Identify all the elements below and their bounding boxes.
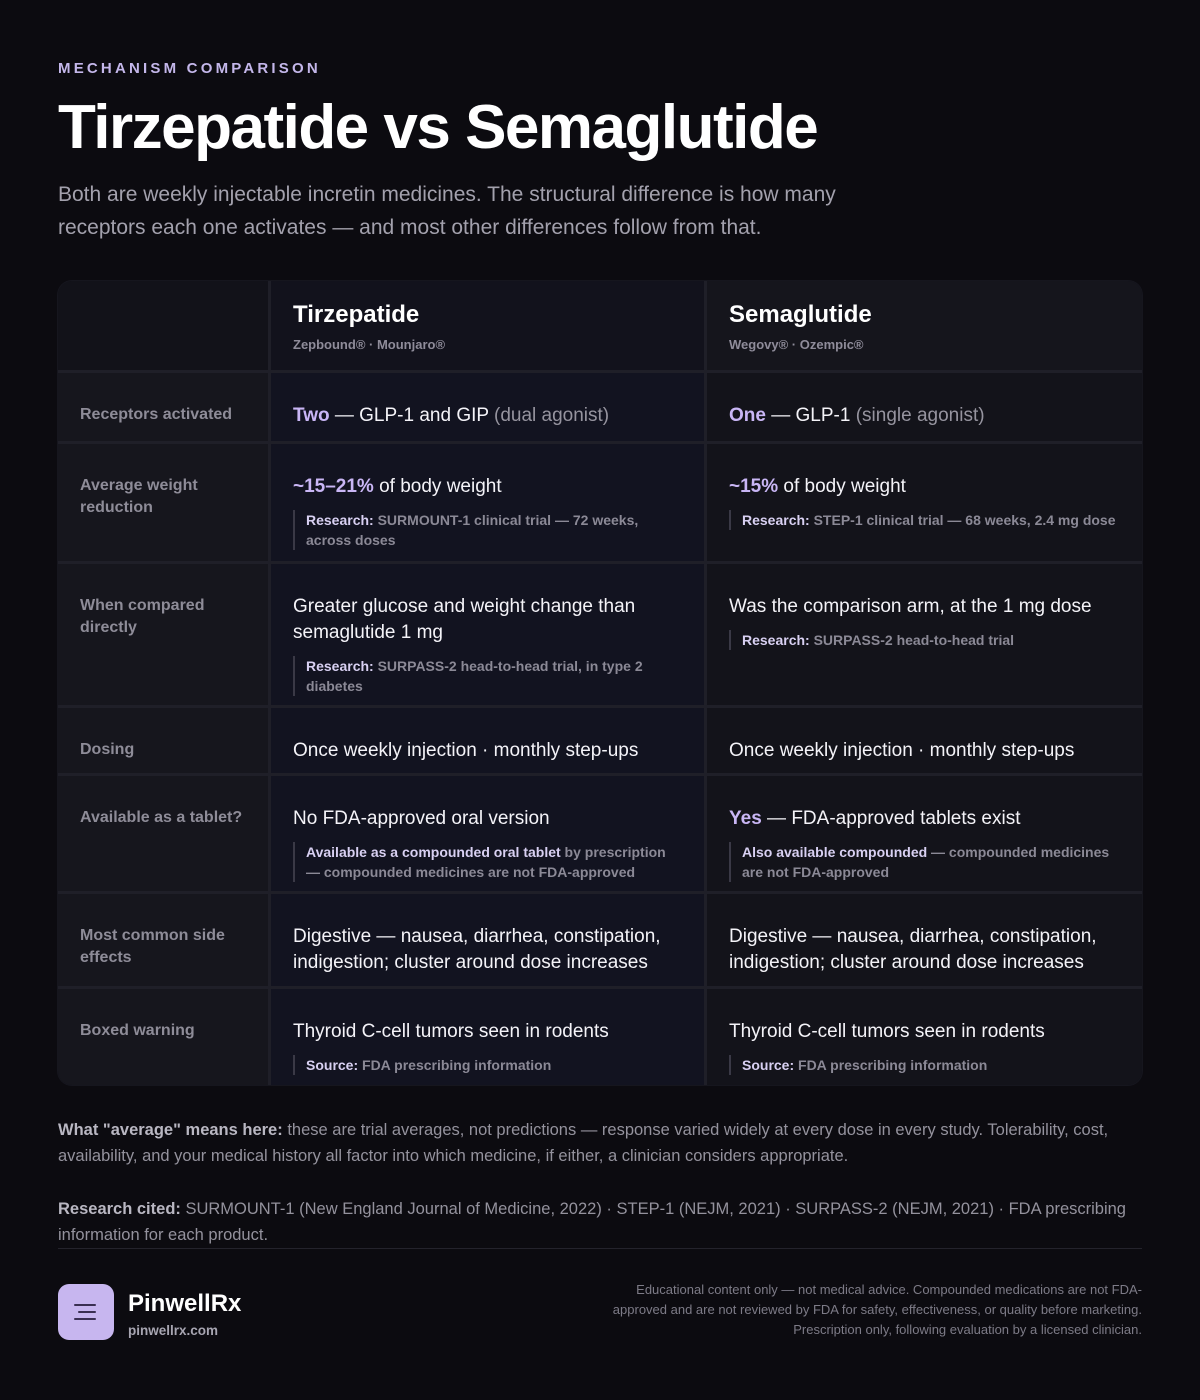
row-label: Average weight reduction xyxy=(80,477,198,516)
cell-value xyxy=(293,466,682,500)
note-text: — compounded medicines are not FDA-approved xyxy=(742,844,1110,880)
column-name: Semaglutide xyxy=(729,301,872,328)
cell-value: Was the comparison arm, at the 1 mg dose xyxy=(729,596,1092,617)
footer-divider xyxy=(58,1248,1142,1249)
table-row-compared xyxy=(58,561,1142,705)
value-text: — GLP-1 and GIP xyxy=(329,405,494,426)
note-text: SURPASS-2 head-to-head trial xyxy=(809,632,1015,648)
row-label-cell xyxy=(58,708,271,773)
value-text: — GLP-1 xyxy=(765,405,856,426)
row-label-cell xyxy=(58,373,271,441)
table-header-row xyxy=(58,281,1142,370)
column-brands: Wegovy® · Ozempic® xyxy=(729,337,864,352)
note-text: STEP-1 clinical trial — 68 weeks, 2.4 mg dose xyxy=(809,512,1116,528)
column-header-semaglutide xyxy=(707,281,1142,370)
cell-value: Thyroid C-cell tumors seen in rodents xyxy=(293,1021,609,1042)
cell-tirzepatide xyxy=(271,373,707,441)
note-text: SURPASS-2 head-to-head trial, in type 2 diabetes xyxy=(306,658,643,694)
value-text: — FDA-approved tablets exist xyxy=(761,808,1021,829)
row-label-cell xyxy=(58,776,271,891)
research-note xyxy=(729,630,1120,650)
cell-tirzepatide xyxy=(271,564,707,705)
highlight: ~15% xyxy=(729,476,779,497)
row-label: Most common side effects xyxy=(80,927,225,966)
note-key: Source: xyxy=(306,1057,359,1073)
brand-url[interactable]: pinwellrx.com xyxy=(128,1323,219,1338)
table-row-weight xyxy=(58,441,1142,561)
cell-value xyxy=(729,395,1120,429)
table-row-side-effects xyxy=(58,891,1142,986)
cell-value: No FDA-approved oral version xyxy=(293,808,550,829)
cell-tirzepatide xyxy=(271,989,707,1085)
cell-value: Greater glucose and weight change than semaglutide 1 mg xyxy=(293,596,636,643)
cell-tirzepatide xyxy=(271,444,707,561)
disclaimer: Educational content only — not medical advice. Compounded medications are not FDA-approved and are not reviewed by FDA for safety, effectiveness, or quality before marketing. Prescription only, following evaluation by a licensed clinician. xyxy=(612,1282,1142,1337)
table-row-receptors xyxy=(58,370,1142,441)
source-note xyxy=(293,1055,682,1075)
research-note xyxy=(293,510,682,550)
research-note xyxy=(729,510,1120,530)
cell-value xyxy=(729,466,1120,500)
cited-key: Research cited: xyxy=(58,1200,181,1218)
cell-value: Once weekly injection · monthly step-ups xyxy=(293,740,639,761)
average-text: these are trial averages, not predictions — response varied widely at every dose in every study. Tolerability, cost, availability, and your medical history all factor into which medicine, if either, a clinician considers appropriate. xyxy=(58,1121,1109,1165)
row-label: Dosing xyxy=(80,741,135,758)
research-note xyxy=(293,656,682,696)
cell-value: Digestive — nausea, diarrhea, constipation, indigestion; cluster around dose increases xyxy=(293,926,661,973)
availability-note xyxy=(293,842,682,882)
value-muted: (dual agonist) xyxy=(494,405,610,426)
row-label: When compared directly xyxy=(80,597,205,636)
row-label: Boxed warning xyxy=(80,1022,195,1039)
cell-semaglutide xyxy=(707,894,1142,986)
row-label: Available as a tablet? xyxy=(80,809,243,826)
column-name: Tirzepatide xyxy=(293,301,420,328)
row-label-cell xyxy=(58,444,271,561)
note-key: Research: xyxy=(742,512,810,528)
note-text: by prescription — compounded medicines are not FDA-approved xyxy=(306,844,666,880)
cell-value xyxy=(729,798,1120,832)
table-row-tablet xyxy=(58,773,1142,891)
subtitle: Both are weekly injectable incretin medicines. The structural difference is how many receptors each one activates — and most other differences follow from that. xyxy=(58,183,836,239)
cell-semaglutide xyxy=(707,776,1142,891)
note-key: Available as a compounded oral tablet xyxy=(306,844,561,860)
cell-value xyxy=(293,395,682,429)
note-text: FDA prescribing information xyxy=(794,1057,988,1073)
highlight: ~15–21% xyxy=(293,476,374,497)
cell-tirzepatide xyxy=(271,894,707,986)
comparison-table xyxy=(58,281,1142,1085)
column-header-tirzepatide xyxy=(271,281,707,370)
average-explanation xyxy=(58,1117,1142,1169)
menu-lines-icon xyxy=(58,1284,114,1340)
column-brands: Zepbound® · Mounjaro® xyxy=(293,337,446,352)
table-row-boxed-warning xyxy=(58,986,1142,1085)
cell-semaglutide xyxy=(707,444,1142,561)
value-text: of body weight xyxy=(373,476,502,497)
brand-name: PinwellRx xyxy=(128,1290,242,1317)
note-key: Also available compounded xyxy=(742,844,928,860)
row-label-cell xyxy=(58,564,271,705)
cell-tirzepatide xyxy=(271,708,707,773)
cell-semaglutide xyxy=(707,989,1142,1085)
page-title: Tirzepatide vs Semaglutide xyxy=(58,93,818,162)
highlight: Two xyxy=(293,405,330,426)
cell-value: Once weekly injection · monthly step-ups xyxy=(729,740,1075,761)
average-key: What "average" means here: xyxy=(58,1121,283,1139)
value-muted: (single agonist) xyxy=(855,405,985,426)
header-empty-cell xyxy=(58,281,271,370)
row-label-cell xyxy=(58,894,271,986)
note-key: Research: xyxy=(742,632,810,648)
eyebrow: MECHANISM COMPARISON xyxy=(58,60,321,77)
availability-note xyxy=(729,842,1120,882)
note-text: SURMOUNT-1 clinical trial — 72 weeks, across doses xyxy=(306,512,639,548)
value-text: of body weight xyxy=(778,476,906,497)
highlight: Yes xyxy=(729,808,762,829)
cell-value: Thyroid C-cell tumors seen in rodents xyxy=(729,1021,1045,1042)
cell-semaglutide xyxy=(707,564,1142,705)
note-text: FDA prescribing information xyxy=(358,1057,552,1073)
cited-text: SURMOUNT-1 (New England Journal of Medicine, 2022) · STEP-1 (NEJM, 2021) · SURPASS-2 (NEJM, 2021) · FDA prescribing information for each product. xyxy=(58,1200,1126,1244)
note-key: Source: xyxy=(742,1057,795,1073)
cell-value: Digestive — nausea, diarrhea, constipation, indigestion; cluster around dose increases xyxy=(729,926,1097,973)
cell-semaglutide xyxy=(707,373,1142,441)
highlight: One xyxy=(729,405,766,426)
source-note xyxy=(729,1055,1120,1075)
research-cited xyxy=(58,1196,1142,1248)
cell-tirzepatide xyxy=(271,776,707,891)
note-key: Research: xyxy=(306,658,374,674)
row-label: Receptors activated xyxy=(80,406,233,423)
note-key: Research: xyxy=(306,512,374,528)
row-label-cell xyxy=(58,989,271,1085)
cell-semaglutide xyxy=(707,708,1142,773)
table-row-dosing xyxy=(58,705,1142,773)
